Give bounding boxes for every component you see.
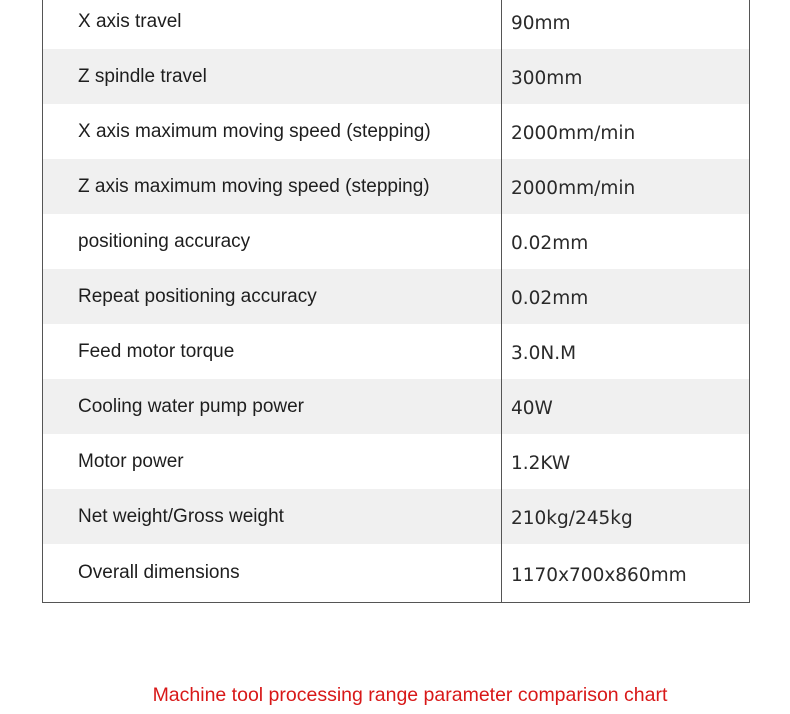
table-row — [43, 159, 749, 214]
table-row — [43, 49, 749, 104]
row-value: 2000mm/min — [511, 178, 636, 199]
row-label: Motor power — [43, 434, 502, 489]
table-row — [43, 269, 749, 324]
table-row — [43, 0, 749, 49]
row-value: 300mm — [511, 68, 583, 89]
row-label: Net weight/Gross weight — [43, 489, 502, 544]
row-value: 0.02mm — [511, 233, 589, 254]
row-label: X axis maximum moving speed (stepping) — [43, 104, 502, 159]
row-value: 40W — [511, 398, 553, 419]
row-value: 1.2KW — [511, 453, 571, 474]
row-label: positioning accuracy — [43, 214, 502, 269]
table-row — [43, 434, 749, 489]
table-row — [43, 489, 749, 544]
row-label: Feed motor torque — [43, 324, 502, 379]
row-label: Z axis maximum moving speed (stepping) — [43, 159, 502, 214]
table-row — [43, 104, 749, 159]
row-label: Cooling water pump power — [43, 379, 502, 434]
row-value: 210kg/245kg — [511, 508, 633, 529]
row-value: 1170x700x860mm — [511, 564, 687, 586]
table-row — [43, 324, 749, 379]
row-value: 3.0N.M — [511, 343, 577, 364]
row-label: Z spindle travel — [43, 49, 502, 104]
row-label: Repeat positioning accuracy — [43, 269, 502, 324]
chart-caption: Machine tool processing range parameter comparison chart — [152, 684, 668, 706]
row-value: 0.02mm — [511, 288, 589, 309]
table-row — [43, 379, 749, 434]
row-label: X axis travel — [43, 0, 502, 49]
table-row — [43, 214, 749, 269]
table-row — [43, 544, 749, 602]
spec-table — [42, 0, 750, 603]
row-value: 2000mm/min — [511, 123, 636, 144]
row-label: Overall dimensions — [43, 544, 502, 602]
row-value: 90mm — [511, 13, 571, 34]
